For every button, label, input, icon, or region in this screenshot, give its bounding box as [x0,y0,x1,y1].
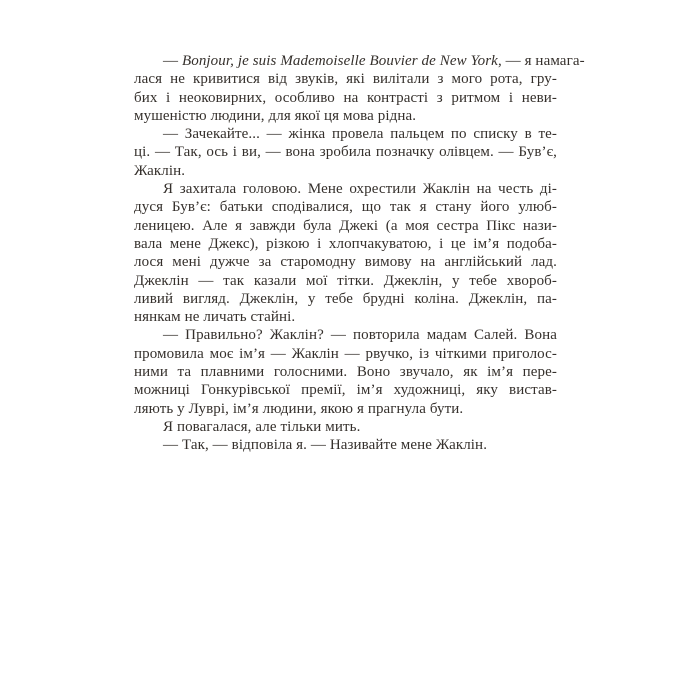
text-segment: Джеклін — так казали мої тітки. Джеклін, у тебе хвороб- [134,272,557,289]
paragraph [134,418,557,436]
text-segment: , — я намага- [497,53,585,69]
paragraph [134,326,557,417]
text-line [134,436,557,454]
text-line [134,217,557,235]
text-segment: ними та плавними голосними. Воно звучало, як ім’я пере- [134,364,557,381]
text-line [134,272,557,290]
paragraph [134,436,557,454]
text-line [134,253,557,271]
text-line [134,290,557,308]
text-line [134,89,557,107]
text-line [134,125,557,143]
text-line [134,180,557,198]
text-segment: ливий вигляд. Джеклін, у тебе брудні коліна. Джеклін, па- [134,290,557,307]
text-segment: — [163,53,182,69]
text-line [134,70,557,88]
text-segment: вала мене Джекс), різкою і хлопчакуватою, і це ім’я подоба- [134,235,557,252]
paragraph [134,125,557,180]
text-line [134,418,557,436]
text-line [134,107,557,125]
text-segment: — Так, — відповіла я. — Називайте мене Жаклін. [163,437,488,454]
text-line [134,52,585,70]
text-segment: ляють у Луврі, ім’я людини, якою я прагнула бути. [134,400,464,417]
text-segment: лася не кривитися від звуків, які вилітали з мого рота, гру- [134,71,557,88]
text-segment: нянкам не личать стайні. [134,309,296,326]
text-segment: — Зачекайте... — жінка провела пальцем по списку в те- [163,126,557,143]
text-segment: Жаклін. [134,162,186,179]
paragraph [134,52,585,125]
text-segment: дуся Був’є: батьки сподівалися, що так я стану його улюб- [134,199,557,216]
text-line [134,198,557,216]
text-line [134,326,557,344]
text-block [134,52,585,455]
text-segment: бих і неоковирних, особливо на контрасті з ритмом і неви- [134,89,557,106]
text-line [134,381,557,399]
text-line [134,400,557,418]
text-segment: Я захитала головою. Мене охрестили Жаклін на честь ді- [163,181,557,198]
text-line [134,363,557,381]
text-line [134,235,557,253]
text-segment: ці. — Так, ось і ви, — вона зробила позначку олівцем. — Був’є, [134,144,557,161]
text-segment: — Правильно? Жаклін? — повторила мадам Салей. Вона [163,327,557,344]
text-line [134,143,557,161]
text-line [134,162,557,180]
text-segment: лося мені дужче за старомодну вимову на англійський лад. [134,254,557,271]
text-line [134,345,557,363]
text-segment: мушеністю людини, для якої ця мова рідна. [134,107,417,124]
text-segment: можниці Гонкурівської премії, ім’я художниці, яку вистав- [134,382,557,399]
text-segment: леницею. Але я завжди була Джекі (а моя сестра Пікс нази- [134,217,557,234]
text-line [134,308,557,326]
text-segment: промовила моє ім’я — Жаклін — рвучко, із чіткими приголос- [134,345,557,362]
italic-text-segment: Bonjour, je suis Mademoiselle Bouvier de New York [181,53,498,69]
text-segment: Я повагалася, але тільки мить. [163,418,361,435]
paragraph [134,180,557,326]
